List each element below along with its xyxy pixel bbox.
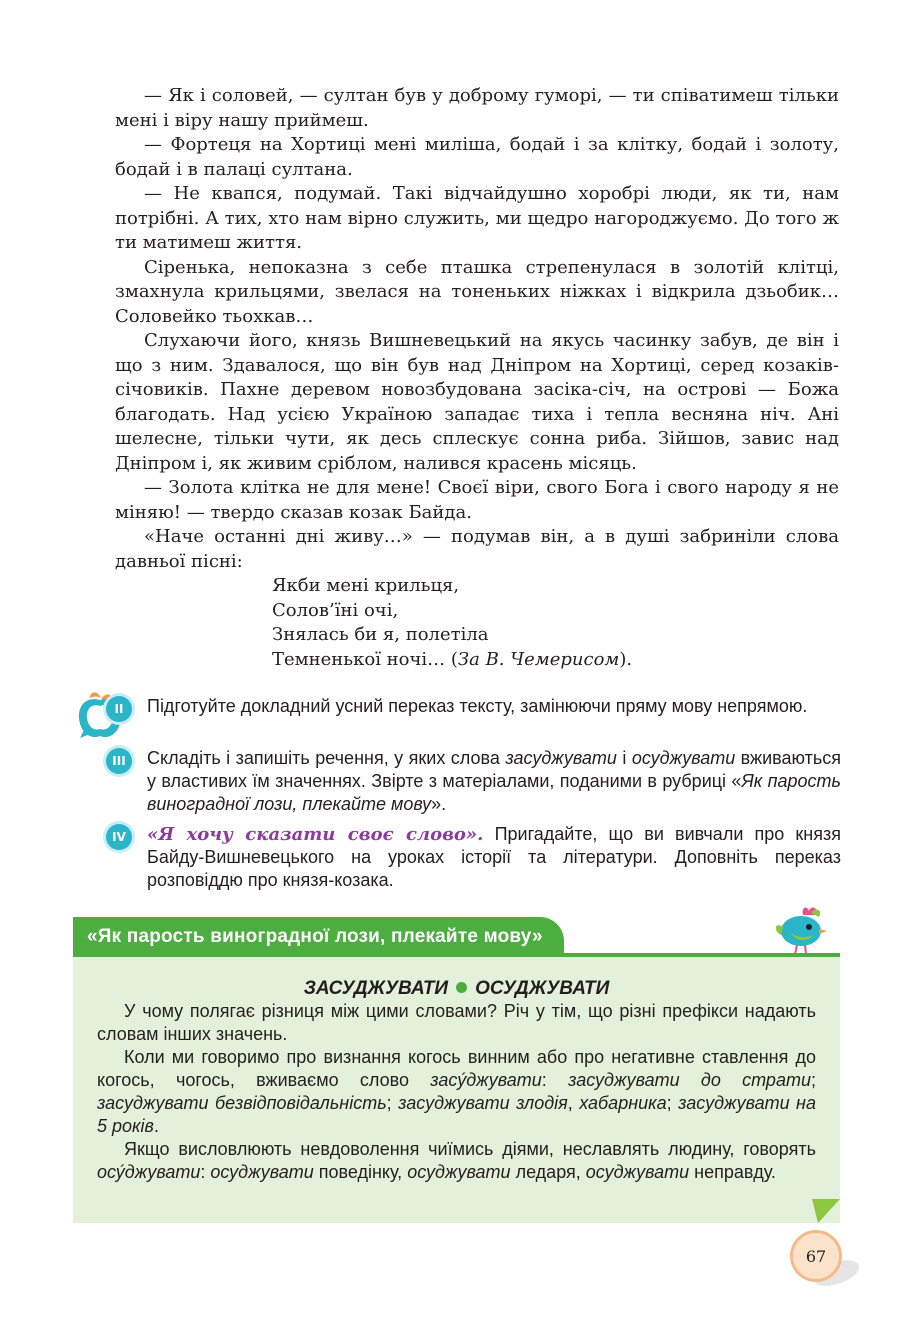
rubric-reference: Як парость виноградної лози, плекайте мову — [147, 771, 841, 814]
task-heading: «Я хочу сказати своє слово». — [147, 824, 484, 845]
story-paragraph: — Фортеця на Хортиці мені миліша, бодай і за клітку, бодай і золоту, бодай і в палаці султана. — [115, 134, 839, 180]
story-paragraph: Сіренька, непоказна з себе пташка стрепенулася в золотій клітці, змахнула крильцями, звелася на тоненьких ніжках і відкрила дзьобик… Соловейко тьохкав… — [115, 256, 839, 327]
rubric-content — [73, 957, 840, 1223]
task-3: III Складіть і запишіть речення, у яких слова засуджувати і осуджувати вживаються у властивих їм значеннях. Звірте з матеріалами, поданими в рубриці «Як парость виноградної лози, плекайте мову». — [147, 747, 841, 816]
rubric-heading: ЗАСУДЖУВАТИ ОСУДЖУВАТИ — [303, 978, 610, 999]
poem-line: Якби мені крильця, — [272, 575, 460, 596]
corner-triangle-icon — [812, 1199, 840, 1223]
story-paragraph: — Золота клітка не для мене! Своєї віри, свого Бога і свого народу я не міняю! — твердо сказав козак Байда. — [115, 477, 839, 523]
task-2 — [114, 695, 841, 718]
task-number-badge: III — [106, 748, 132, 774]
rubric-title: «Як парость виноградної лози, плекайте мову» — [73, 917, 564, 957]
bird-icon — [773, 905, 828, 955]
source-author: За В. Чемерисом — [457, 648, 620, 670]
task-number-badge: II — [106, 696, 132, 722]
poem-line: Темненької ночі… (За В. Чемерисом). — [272, 648, 633, 670]
bullet-dot-icon — [456, 982, 467, 993]
story-paragraph: «Наче останні дні живу…» — подумав він, а в душі забриніли слова давньої пісні: — [115, 526, 839, 572]
task-text: Пригадайте, що ви вивчали про князя Байду-Вишневецького на уроках історії та літератури. Доповніть переказ розповіддю про князя-козака. — [147, 824, 841, 890]
page-number: 67 — [790, 1230, 842, 1282]
rubric-paragraph: У чому полягає різниця між цими словами? Річ у тім, що різні префікси надають словам інших значень. — [97, 1001, 816, 1044]
rubric-paragraph: Якщо висловлюють невдоволення чиїмись діями, неславлять людину, говорять осу́джувати: осуджувати поведінку, осуджувати ледаря, осуджувати неправду. — [97, 1139, 816, 1182]
poem — [272, 574, 839, 672]
poem-line: Знялась би я, полетіла — [272, 624, 489, 645]
story-paragraph: Слухаючи його, князь Вишневецький на якусь часинку забув, де він і що з ним. Здавалося, що він був над Дніпром на Хортиці, серед козаків-січовиків. Пахне деревом новозбудована засіка-січ, на острові — Божа благодать. Над усією Україною западає тиха і тепла весняна ніч. Ані шелесне, тільки чути, як десь сплескує сонна риба. Зійшов, завис над Дніпром і, як живим сріблом, налився красень місяць. — [115, 330, 839, 474]
poem-line: Солов’їні очі, — [272, 599, 399, 621]
story-paragraph: — Як і соловей, — султан був у доброму гуморі, — ти співатимеш тільки мені і віру нашу приймеш. — [115, 85, 839, 131]
task-4 — [112, 823, 841, 892]
task-text: Підготуйте докладний усний переказ тексту, замінюючи пряму мову непрямою. — [147, 696, 808, 716]
rubric-paragraph: Коли ми говоримо про визнання когось винним або про негативне ставлення до когось, чогось, вживаємо слово засу́джувати: засуджувати до страти; засуджувати безвідповідальність; засуджувати злодія, хабарника; засуджувати на 5 років. — [97, 1047, 816, 1136]
story-paragraph: — Не квапся, подумай. Такі відчайдушно хоробрі люди, як ти, нам потрібні. А тих, хто нам вірно служить, ми щедро нагороджуємо. До того ж ти матимеш життя. — [115, 183, 839, 253]
story-text — [115, 84, 839, 672]
task-number-badge: IV — [106, 824, 132, 850]
